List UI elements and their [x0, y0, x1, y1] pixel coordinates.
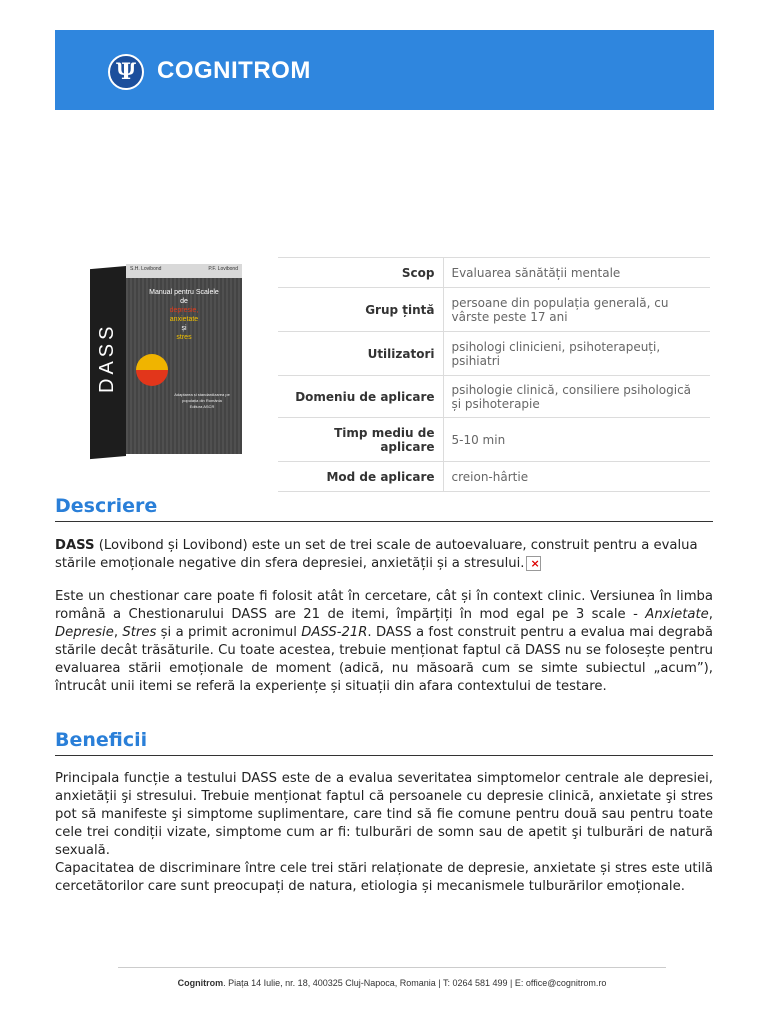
- table-row: [278, 418, 710, 462]
- table-row: [278, 376, 710, 418]
- section-divider: [55, 521, 713, 522]
- info-value: 5-10 min: [443, 418, 710, 462]
- table-row: [278, 462, 710, 492]
- brand-name: COGNITROM: [157, 57, 311, 84]
- info-value: persoane din populația generală, cu vârste peste 17 ani: [443, 288, 710, 332]
- header-banner: [55, 30, 714, 110]
- footer-company: Cognitrom: [177, 978, 224, 988]
- info-value: psihologie clinică, consiliere psihologică și psihoterapie: [443, 376, 710, 418]
- section-divider: [55, 755, 713, 756]
- broken-image-icon: ×: [526, 556, 541, 571]
- book-cover-image: [60, 258, 265, 462]
- section-title-beneficii: Beneficii: [55, 729, 148, 751]
- book-author-right: P.F. Lovibond: [208, 266, 238, 272]
- descriere-paragraph-1: DASS (Lovibond și Lovibond) este un set de trei scale de autoevaluare, construit pentru a evalua stările emoționale negative din sfera depresiei, anxietății și a stresului. ×: [55, 538, 698, 571]
- table-row: [278, 258, 710, 288]
- info-table: [278, 257, 710, 492]
- info-value: creion-hârtie: [443, 462, 710, 492]
- info-key: Scop: [278, 258, 443, 288]
- info-value: psihologi clinicieni, psihoterapeuți, psihiatri: [443, 332, 710, 376]
- table-row: [278, 288, 710, 332]
- info-value: Evaluarea sănătății mentale: [443, 258, 710, 288]
- book-front: [126, 264, 242, 454]
- descriere-paragraph-2: Este un chestionar care poate fi folosit atât în cercetare, cât și în context clinic. Versiunea în limba română a Chestionarului DASS are 21 de itemi, împărțiți în mod egal pe 3 scale - Anxietate, Depresie, Stres și a primit acronimul DASS-21R. DASS a fost construit pentru a evalua mai degrabă stările decât trăsăturile. Cu toate acestea, trebuie menționat faptul că DASS nu se folosește pentru evaluarea stării emoționale de moment (adică, nu măsoară cum se simte subiectul „acum”), întrucât unii itemi se referă la experiențe și situații din afara contextului de testare.: [55, 589, 713, 694]
- footer-divider: [118, 967, 666, 968]
- book-spine-title: DASS: [96, 322, 118, 394]
- beneficii-paragraph-2: Capacitatea de discriminare între cele trei stări relaționate de depresie, anxietate și stres este utilă cercetătorilor care sunt preocupați de natura, etiologia și mecanismele tulburărilor emoționale.: [55, 861, 713, 894]
- info-key: Domeniu de aplicare: [278, 376, 443, 418]
- info-key: Mod de aplicare: [278, 462, 443, 492]
- psi-logo-icon: Ψ: [108, 54, 144, 90]
- beneficii-paragraph-1: Principala funcție a testului DASS este de a evalua severitatea simptomelor centrale ale depresiei, anxietății şi stresului. Trebuie menționat faptul că persoanele cu depresie clinică, anxietate şi stres pot să manifeste şi simptome suplimentare, care tind să fie comune pentru două sau pentru toate cele trei condiții vizate, simptome cum ar fi: tulburări de somn sau de apetit şi tulburări de natură sexuală.: [55, 771, 713, 858]
- book-ball-icon: [136, 354, 168, 386]
- info-key: Grup țintă: [278, 288, 443, 332]
- info-key: Timp mediu de aplicare: [278, 418, 443, 462]
- book-author-left: S.H. Lovibond: [130, 266, 162, 272]
- book-title: Manual pentru Scalele de depresie, anxietate și stres: [149, 289, 219, 341]
- table-row: [278, 332, 710, 376]
- footer: [118, 978, 666, 988]
- footer-address: . Piața 14 Iulie, nr. 18, 400325 Cluj-Napoca, Romania | T: 0264 581 499 | E: office@cognitrom.ro: [223, 978, 607, 988]
- section-title-descriere: Descriere: [55, 495, 158, 517]
- book-subtitle: Adaptarea și standardizarea pe populația din România Editura ASCR: [174, 392, 230, 409]
- info-key: Utilizatori: [278, 332, 443, 376]
